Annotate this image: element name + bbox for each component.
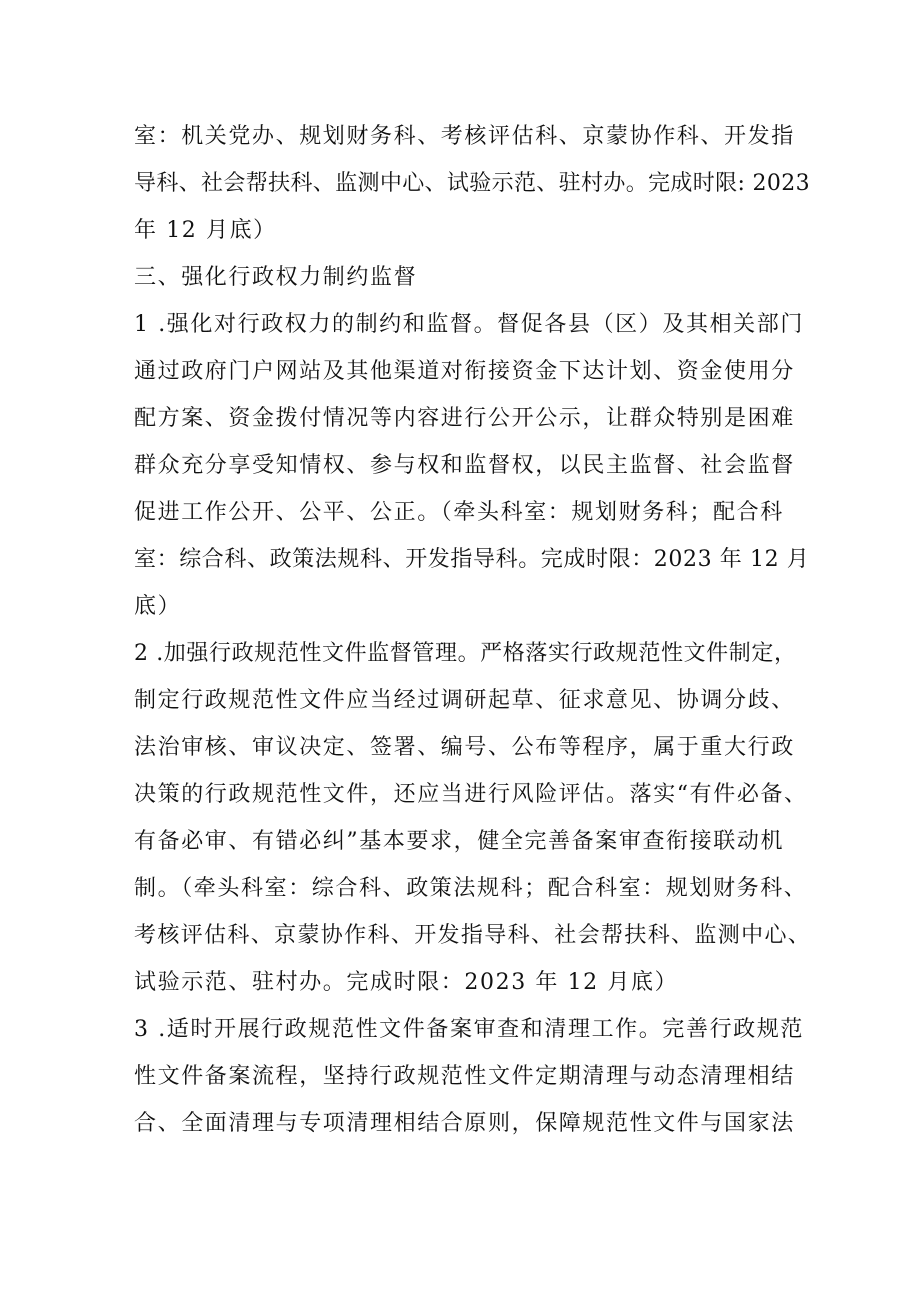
text-line: 2 .加强行政规范性文件监督管理。严格落实行政规范性文件制定， <box>134 641 797 666</box>
text-line: 群众充分享受知情权、参与权和监督权，以民主监督、社会监督 <box>134 453 795 478</box>
text-line: 制定行政规范性文件应当经过调研起草、征求意见、协调分歧、 <box>134 688 795 713</box>
text-line: 法治审核、审议决定、签署、编号、公布等程序，属于重大行政 <box>134 735 795 760</box>
text-line: 配方案、资金拨付情况等内容进行公开公示，让群众特别是困难 <box>134 406 795 431</box>
text-line: 性文件备案流程，坚持行政规范性文件定期清理与动态清理相结 <box>134 1064 795 1089</box>
text-line: 试验示范、驻村办。完成时限：2023 年 12 月底） <box>134 970 679 995</box>
text-line: 通过政府门户网站及其他渠道对衔接资金下达计划、资金使用分 <box>134 359 795 384</box>
section-heading: 三、强化行政权力制约监督 <box>134 265 418 290</box>
text-line: 年 12 月底） <box>134 218 277 243</box>
text-line: 底） <box>134 594 182 619</box>
text-line: 促进工作公开、公平、公正。（牵头科室：规划财务科；配合科 <box>134 500 784 525</box>
text-line: 合、全面清理与专项清理相结合原则，保障规范性文件与国家法 <box>134 1111 795 1136</box>
text-line: 3 .适时开展行政规范性文件备案审查和清理工作。完善行政规范 <box>134 1017 804 1042</box>
text-line: 导科、社会帮扶科、监测中心、试验示范、驻村办。完成时限: 2023 <box>134 171 810 196</box>
text-line: 决策的行政规范性文件，还应当进行风险评估。落实“有件必备、 <box>134 782 808 807</box>
text-line: 1 .强化对行政权力的制约和监督。督促各县（区）及其相关部门 <box>134 312 804 337</box>
text-line: 有备必审、有错必纠”基本要求，健全完善备案审查衔接联动机 <box>134 829 785 854</box>
text-line: 制。（牵头科室：综合科、政策法规科；配合科室：规划财务科、 <box>134 876 808 901</box>
text-line: 室：机关党办、规划财务科、考核评估科、京蒙协作科、开发指 <box>134 124 795 149</box>
text-line: 考核评估科、京蒙协作科、开发指导科、社会帮扶科、监测中心、 <box>134 923 812 948</box>
text-line: 室：综合科、政策法规科、开发指导科。完成时限：2023 年 12 月 <box>134 547 810 572</box>
